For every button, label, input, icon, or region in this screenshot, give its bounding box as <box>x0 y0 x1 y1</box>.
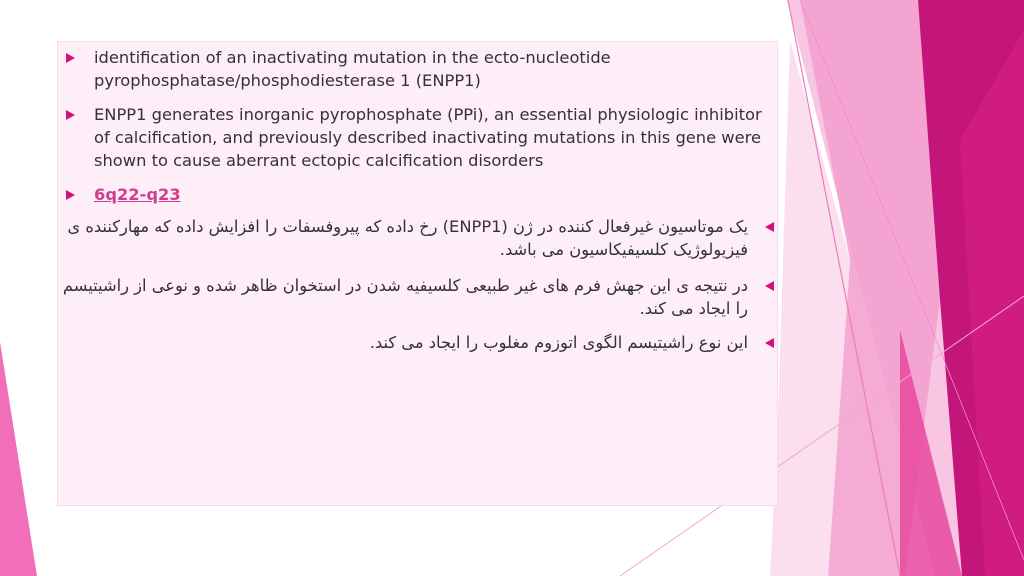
bullet-arrow-icon <box>765 222 774 232</box>
bullet-item-1 <box>94 46 762 92</box>
locus-link[interactable]: 6q22-q23 <box>94 185 181 204</box>
bullet-text: این نوع راشیتیسم الگوی اتوزوم مغلوب را ایجاد می کند. <box>369 333 748 352</box>
bullet-item-2 <box>94 103 762 172</box>
bullet-arrow-icon <box>66 53 75 63</box>
bullet-text: یک موتاسیون غیرفعال کننده در ژن (ENPP1) رخ داده که پیروفسفات را افزایش داده که مهارکننده ی فیزیولوژیک کلسیفیکاسیون می باشد. <box>67 217 748 259</box>
bullet-arrow-icon <box>765 338 774 348</box>
bullet-arrow-icon <box>765 281 774 291</box>
bullet-text: ENPP1 generates inorganic pyrophosphate (PPi), an essential physiologic inhibitor of calcification, and previously described inactivating mutations in this gene were shown to cause aberrant ectopic calcification disorders <box>94 105 762 170</box>
bullet-item-4 <box>60 215 748 261</box>
left-edge-shape <box>0 342 37 576</box>
bullet-item-3 <box>94 183 762 206</box>
bullet-text: identification of an inactivating mutation in the ecto-nucleotide pyrophosphatase/phosphodiesterase 1 (ENPP1) <box>94 48 611 90</box>
bullet-arrow-icon <box>66 110 75 120</box>
bullet-arrow-icon <box>66 190 75 200</box>
bullet-item-6 <box>60 331 748 354</box>
bullet-item-5 <box>60 274 748 320</box>
bullet-text: در نتیجه ی این جهش فرم های غیر طبیعی کلسیفیه شدن در استخوان ظاهر شده و نوعی از راشیتیسم را ایجاد می کند. <box>62 276 748 318</box>
